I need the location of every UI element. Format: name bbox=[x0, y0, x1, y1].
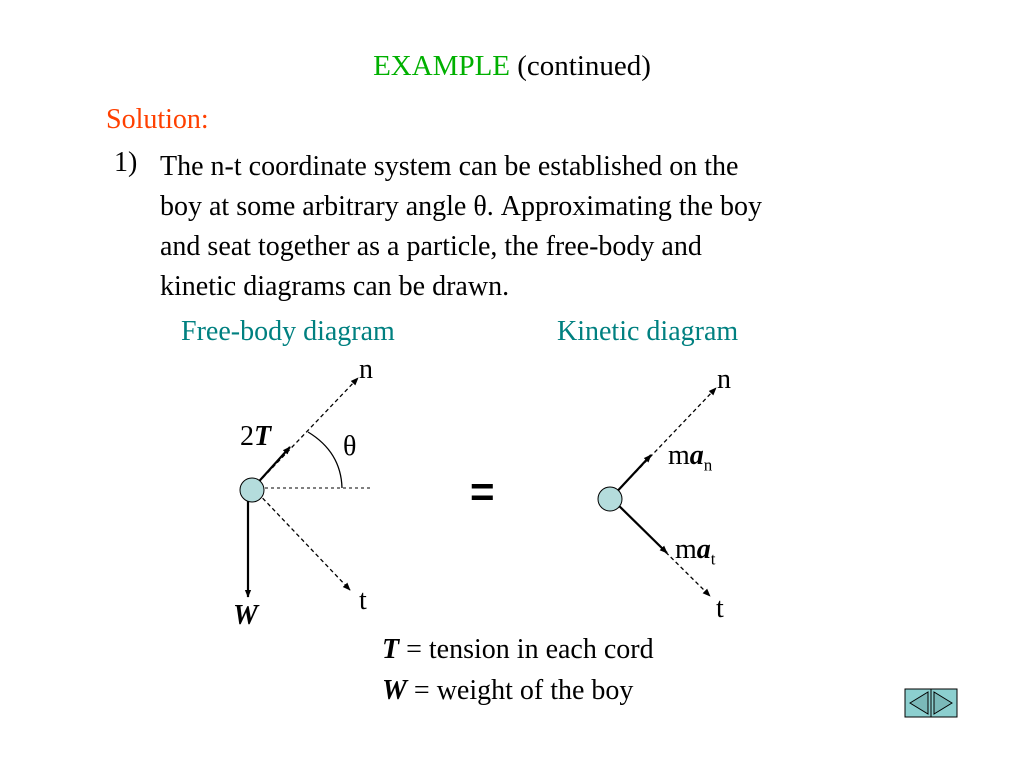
tension-label bbox=[240, 421, 271, 453]
free-body-diagram bbox=[240, 378, 372, 597]
ma-n-m: m bbox=[668, 440, 690, 471]
free-body-caption: Free-body diagram bbox=[181, 316, 395, 347]
fbd-t-label: t bbox=[359, 585, 367, 616]
kd-n-label: n bbox=[717, 364, 731, 395]
item-number: 1) bbox=[114, 147, 138, 178]
title-example: EXAMPLE bbox=[373, 50, 511, 82]
solution-label: Solution: bbox=[106, 104, 209, 135]
legend-weight-symbol: W bbox=[382, 675, 407, 706]
title-continued: (continued) bbox=[517, 50, 651, 82]
item-line: boy at some arbitrary angle θ. Approximating the boy bbox=[160, 191, 763, 222]
legend-weight bbox=[382, 675, 633, 707]
ma-n-label bbox=[668, 440, 712, 476]
nav-buttons bbox=[905, 689, 957, 717]
tension-symbol: T bbox=[254, 421, 272, 452]
item-line: kinetic diagrams can be drawn. bbox=[160, 271, 510, 302]
ma-t-label bbox=[675, 534, 716, 570]
ma-n-a: a bbox=[689, 440, 704, 471]
fbd-particle bbox=[240, 478, 264, 502]
fbd-t-axis bbox=[253, 488, 350, 590]
item-line: The n-t coordinate system can be established on the bbox=[160, 151, 739, 182]
kd-t-label: t bbox=[716, 593, 724, 624]
legend-tension-symbol: T bbox=[382, 634, 400, 665]
weight-symbol: W bbox=[233, 600, 258, 631]
kinetic-caption: Kinetic diagram bbox=[557, 316, 739, 347]
theta-arc bbox=[308, 432, 342, 488]
item-line: and seat together as a particle, the free-body and bbox=[160, 231, 702, 262]
fbd-theta-label: θ bbox=[343, 431, 357, 462]
fbd-n-label: n bbox=[359, 354, 373, 385]
legend-tension-text: = tension in each cord bbox=[399, 634, 654, 665]
tension-coef: 2 bbox=[240, 421, 254, 452]
ma-t-sub: t bbox=[710, 549, 716, 569]
weight-label bbox=[233, 600, 258, 632]
ma-n-sub: n bbox=[703, 455, 713, 475]
ma-t-m: m bbox=[675, 534, 697, 565]
legend-tension bbox=[382, 634, 654, 666]
ma-t-a: a bbox=[696, 534, 711, 565]
kd-particle bbox=[598, 487, 622, 511]
legend-weight-text: = weight of the boy bbox=[406, 675, 634, 706]
equals-sign: = bbox=[470, 468, 495, 515]
